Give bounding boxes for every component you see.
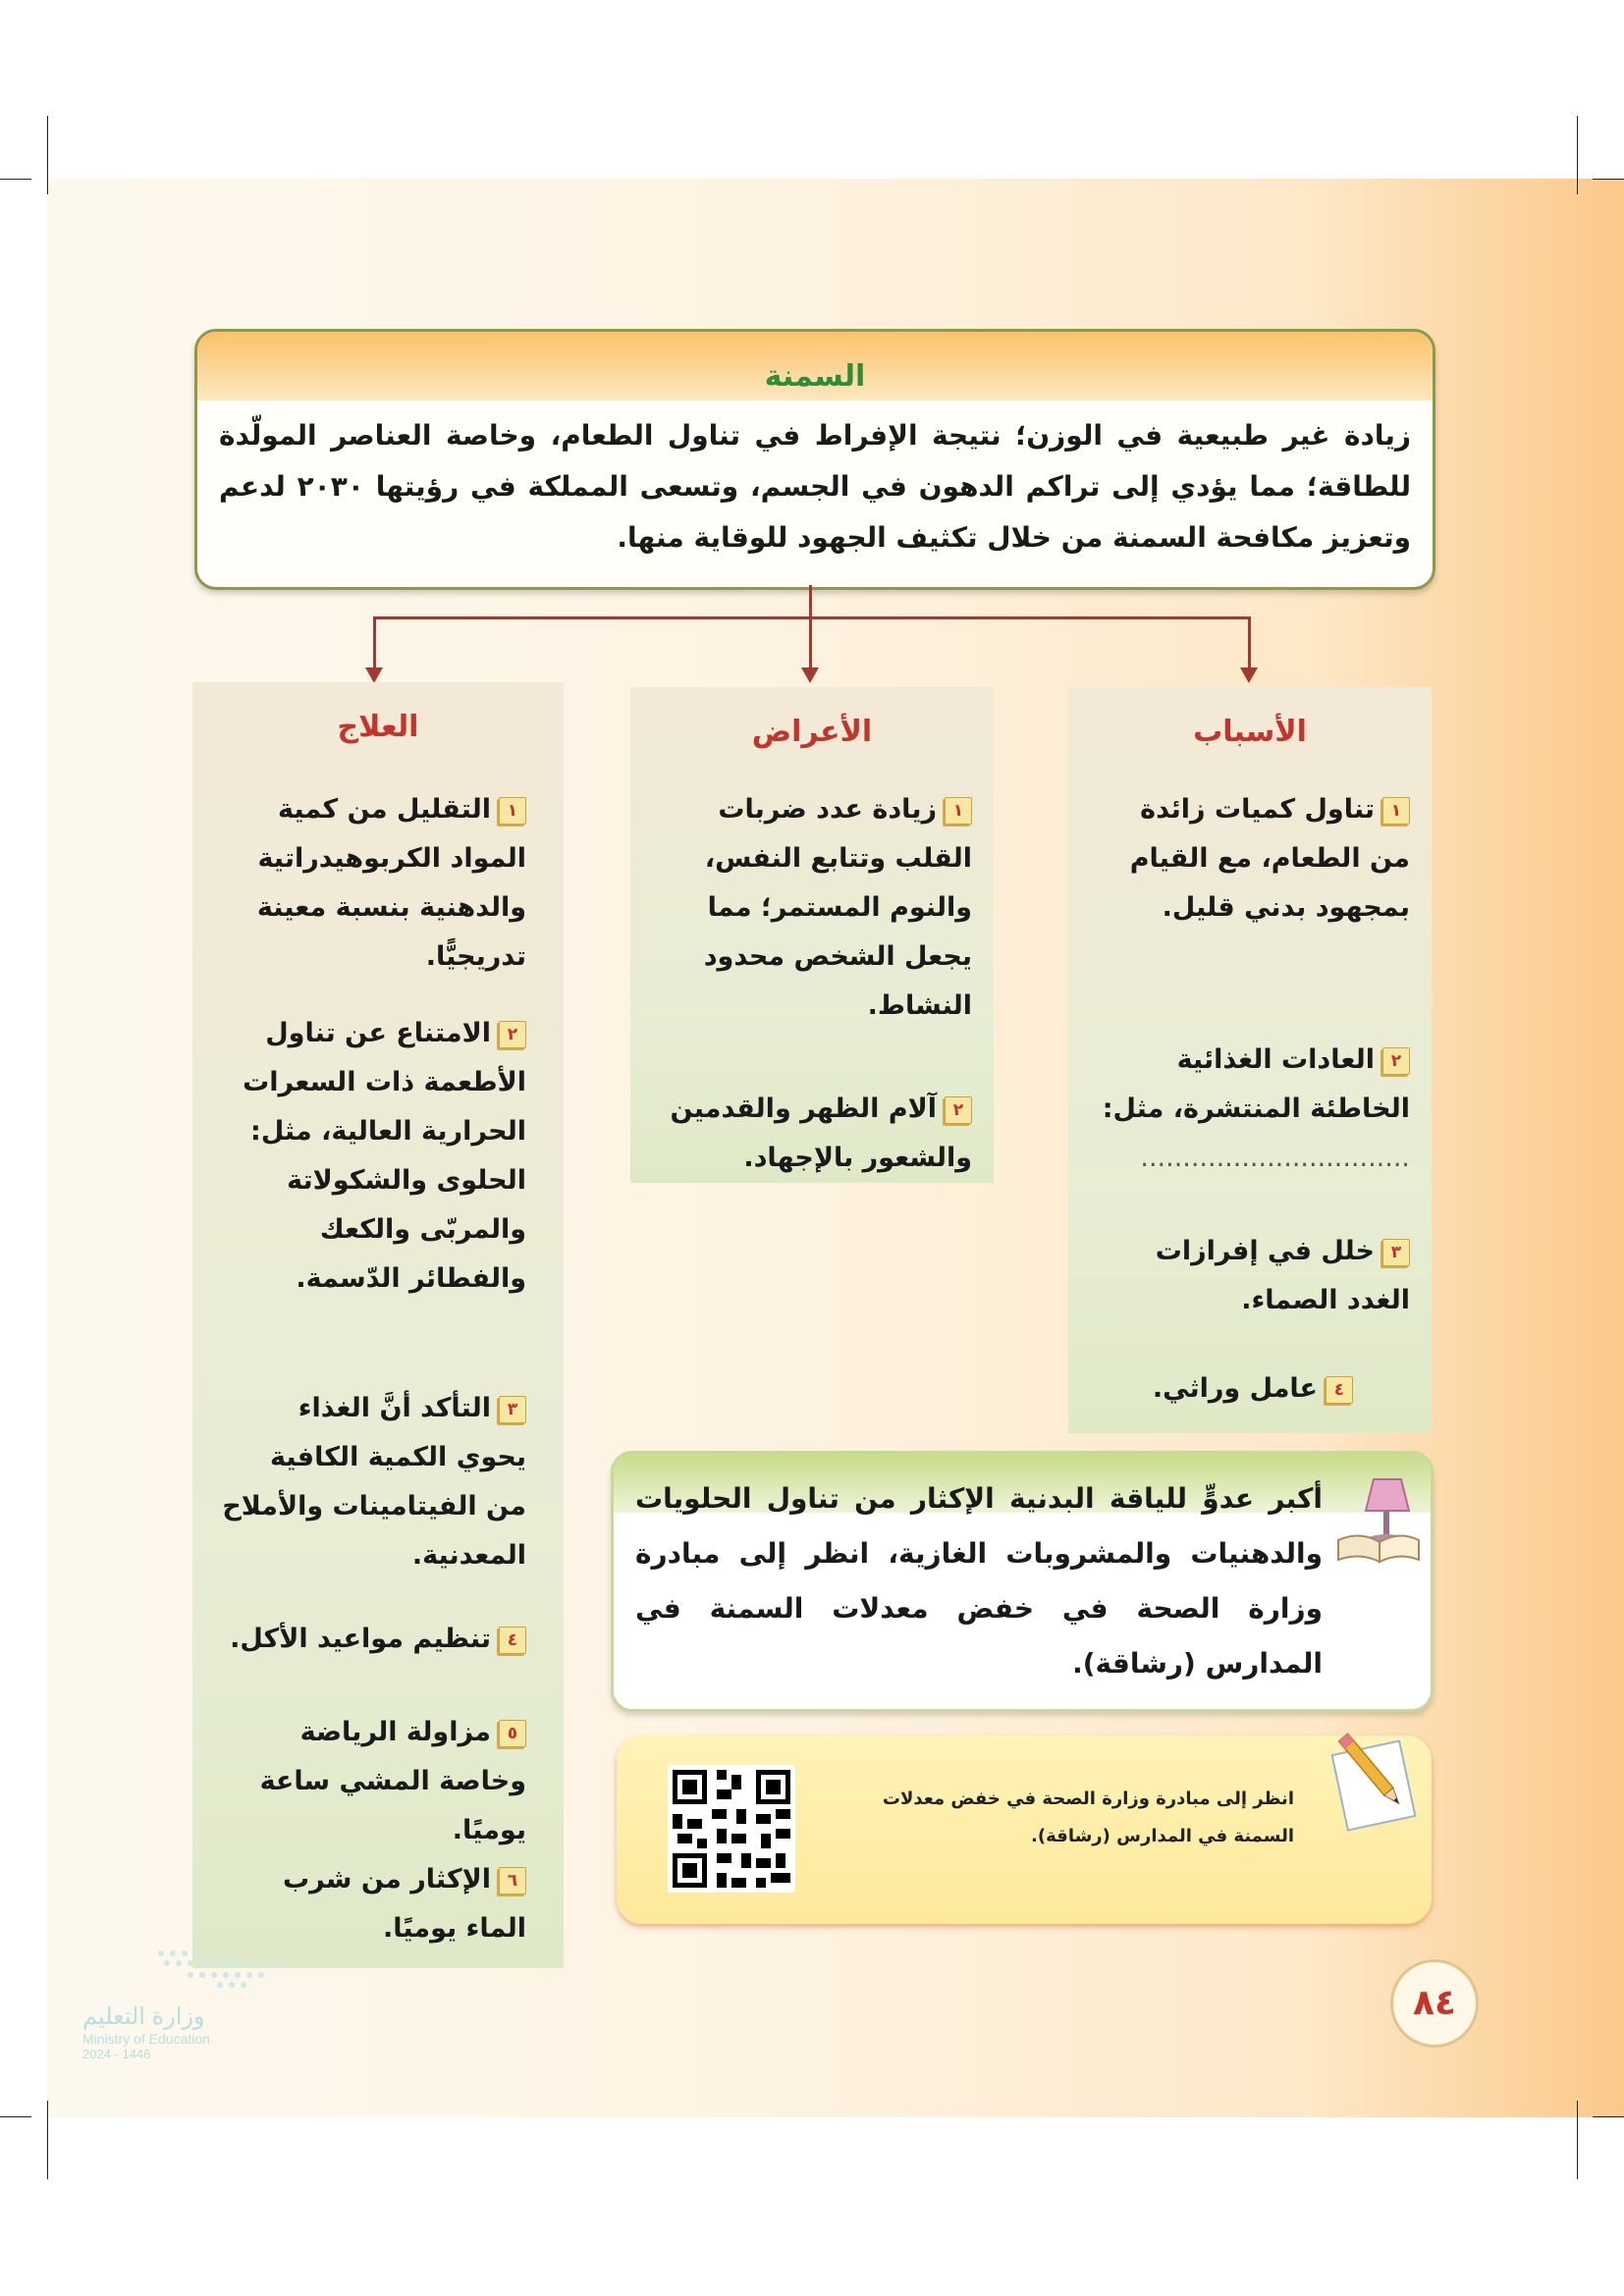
treatment-item-6 (222, 1855, 526, 1953)
note-text: أكبر عدوٍّ للياقة البدنية الإكثار من تناول الحلويات والدهنيات والمشروبات الغازية، انظر إلى مبادرة وزارة الصحة في خفض معدلات السمنة في المدارس (رشاقة). (635, 1482, 1323, 1680)
page-number: ٨٤ (1390, 1959, 1479, 2048)
treatment-item-2 (222, 1009, 526, 1304)
connector-left (373, 616, 376, 667)
treatment-item-5 (222, 1708, 526, 1855)
connector-right (1248, 616, 1251, 667)
lamp-book-icon (1332, 1471, 1423, 1570)
crop-mark (1577, 2101, 1578, 2179)
ministry-logo-dots (151, 1944, 298, 1993)
causes-title: الأسباب (1193, 715, 1307, 749)
number-badge: ١ (945, 797, 972, 825)
treatment-item-text: الإكثار من شرب الماء يوميًا. (282, 1864, 526, 1944)
number-badge: ٢ (945, 1096, 972, 1124)
crop-mark (0, 2116, 31, 2117)
causes-item-4 (1098, 1364, 1353, 1414)
arrow-middle (801, 667, 819, 683)
connector-bar (373, 616, 1251, 619)
ministry-year: 2024 - 1446 (82, 2047, 151, 2061)
arrow-right (1240, 667, 1258, 683)
connector-stem (809, 585, 812, 618)
number-badge: ٣ (1382, 1239, 1410, 1266)
symptoms-title: الأعراض (751, 715, 873, 749)
ministry-logo (82, 2002, 279, 2061)
treatment-item-4 (222, 1615, 526, 1664)
definition-title: السمنة (764, 359, 866, 394)
definition-box (194, 329, 1435, 590)
note-box (611, 1451, 1434, 1712)
number-badge: ٦ (499, 1867, 526, 1895)
causes-item-text: عامل وراثي. (1152, 1373, 1318, 1404)
symptoms-item-1 (658, 785, 972, 1031)
causes-item-1 (1096, 785, 1410, 933)
fill-in-blank: ................................ (1140, 1143, 1410, 1173)
symptoms-column (630, 687, 994, 1183)
qr-code-icon[interactable] (668, 1765, 795, 1893)
number-badge: ٥ (499, 1720, 526, 1747)
crop-mark (47, 2101, 48, 2179)
number-badge: ٢ (499, 1021, 526, 1048)
connector-middle (809, 616, 812, 667)
causes-item-text: تناول كميات زائدة من الطعام، مع القيام بمجهود بدني قليل. (1129, 794, 1410, 923)
treatment-item-text: مزاولة الرياضة وخاصة المشي ساعة يوميًا. (259, 1717, 526, 1845)
causes-column (1068, 687, 1432, 1433)
causes-item-text: خلل في إفرازات الغدد الصماء. (1155, 1236, 1410, 1315)
qr-note-text: انظر إلى مبادرة وزارة الصحة في خفض معدلات السمنة في المدارس (رشاقة). (882, 1789, 1294, 1846)
treatment-column (192, 682, 564, 1968)
treatment-item-text: التقليل من كمية المواد الكربوهيدراتية والدهنية بنسبة معينة تدريجيًّا. (256, 794, 526, 972)
pencil-paper-icon (1318, 1720, 1435, 1838)
symptoms-item-text: زيادة عدد ضربات القلب وتتابع النفس، والنوم المستمر؛ مما يجعل الشخص محدود النشاط. (703, 794, 972, 1021)
crop-mark (47, 116, 48, 194)
definition-text: زيادة غير طبيعية في الوزن؛ نتيجة الإفراط في تناول الطعام، وخاصة العناصر المولّدة للطاقة؛ مما يؤدي إلى تراكم الدهون في الجسم، وتسعى المملكة في رؤيتها ٢٠٣٠ لدعم وتعزيز مكافحة السمنة من خلال تكثيف الجهود للوقاية منها. (219, 419, 1411, 554)
arrow-left (365, 667, 383, 683)
crop-mark (0, 179, 31, 180)
number-badge: ٢ (1382, 1047, 1410, 1075)
treatment-title: العلاج (337, 710, 419, 744)
crop-mark (1577, 116, 1578, 194)
causes-item-2 (1096, 1036, 1410, 1183)
ministry-english: Ministry of Education (82, 2031, 210, 2047)
crop-mark (1593, 2116, 1624, 2117)
treatment-item-text: الامتناع عن تناول الأطعمة ذات السعرات الحرارية العالية، مثل: الحلوى والشكولاتة والمربّى والكعك والفطائر الدّسمة. (243, 1018, 526, 1294)
symptoms-item-text: آلام الظهر والقدمين والشعور بالإجهاد. (670, 1094, 972, 1173)
causes-item-text: العادات الغذائية الخاطئة المنتشرة، مثل: (1102, 1044, 1410, 1124)
treatment-item-text: التأكد أنَّ الغذاء يحوي الكمية الكافية من الفيتامينات والأملاح المعدنية. (222, 1393, 526, 1571)
qr-box (617, 1735, 1432, 1924)
causes-item-3 (1096, 1227, 1410, 1325)
symptoms-item-2 (658, 1085, 972, 1183)
ministry-arabic: وزارة التعليم (82, 2003, 205, 2030)
treatment-item-1 (222, 785, 526, 982)
treatment-item-3 (222, 1384, 526, 1580)
number-badge: ١ (499, 797, 526, 825)
number-badge: ٤ (499, 1627, 526, 1654)
number-badge: ١ (1382, 797, 1410, 825)
number-badge: ٣ (499, 1396, 526, 1423)
crop-mark (1593, 179, 1624, 180)
number-badge: ٤ (1326, 1376, 1353, 1404)
treatment-item-text: تنظيم مواعيد الأكل. (230, 1624, 491, 1654)
